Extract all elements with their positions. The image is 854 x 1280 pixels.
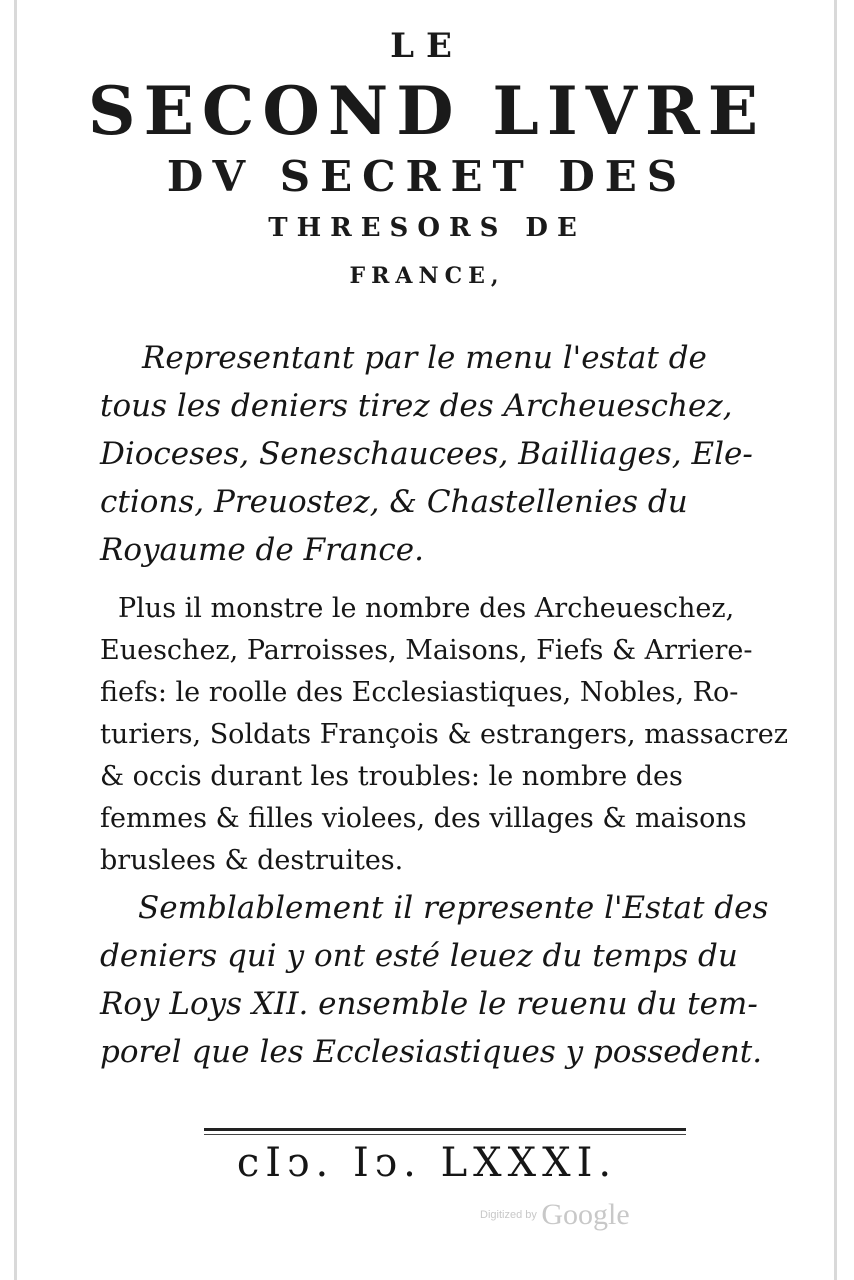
paragraph-semblablement (100, 884, 780, 1076)
text-line: Representant par le menu l'estat de (142, 340, 707, 376)
title-line-1: LE (390, 26, 464, 66)
title-line-4: THRESORS DE (268, 213, 586, 243)
text-line: deniers qui y ont esté leuez du temps du (100, 938, 738, 974)
title-line-5: FRANCE, (349, 263, 505, 289)
text-line: Plus il monstre le nombre des Archeueschez, (118, 593, 735, 624)
text-line: fiefs: le roolle des Ecclesiastiques, Nobles, Ro- (100, 677, 739, 708)
text-line: bruslees & destruites. (100, 845, 404, 876)
text-line: Eueschez, Parroisses, Maisons, Fiefs & Arriere- (100, 635, 753, 666)
digitized-watermark (480, 1198, 630, 1232)
text-line: Royaume de France. (100, 532, 424, 568)
title-line-2: SECOND LIVRE (87, 72, 767, 150)
imprint-rule-thin (204, 1134, 686, 1135)
text-line: ctions, Preuostez, & Chastellenies du (100, 484, 688, 520)
paragraph-representant (100, 334, 780, 574)
google-logo: Google (541, 1198, 630, 1231)
text-line: Roy Loys XII. ensemble le reuenu du tem- (100, 986, 758, 1022)
imprint-rule (204, 1128, 686, 1131)
text-line: femmes & filles violees, des villages & maisons (100, 803, 747, 834)
text-line: porel que les Ecclesiastiques y possedent. (100, 1034, 763, 1070)
text-line: tous les deniers tirez des Archeueschez, (100, 388, 733, 424)
paragraph-plus-il-monstre (100, 588, 788, 882)
imprint-date: cIↄ. Iↄ. LXXXI. (236, 1140, 618, 1186)
text-line: Dioceses, Seneschaucees, Bailliages, Ele- (100, 436, 753, 472)
title-line-3: DV SECRET DES (166, 152, 688, 201)
watermark-prefix: Digitized by (480, 1209, 537, 1221)
text-line: turiers, Soldats François & estrangers, massacrez (100, 719, 788, 750)
text-line: Semblablement il represente l'Estat des (138, 890, 769, 926)
text-line: & occis durant les troubles: le nombre des (100, 761, 683, 792)
